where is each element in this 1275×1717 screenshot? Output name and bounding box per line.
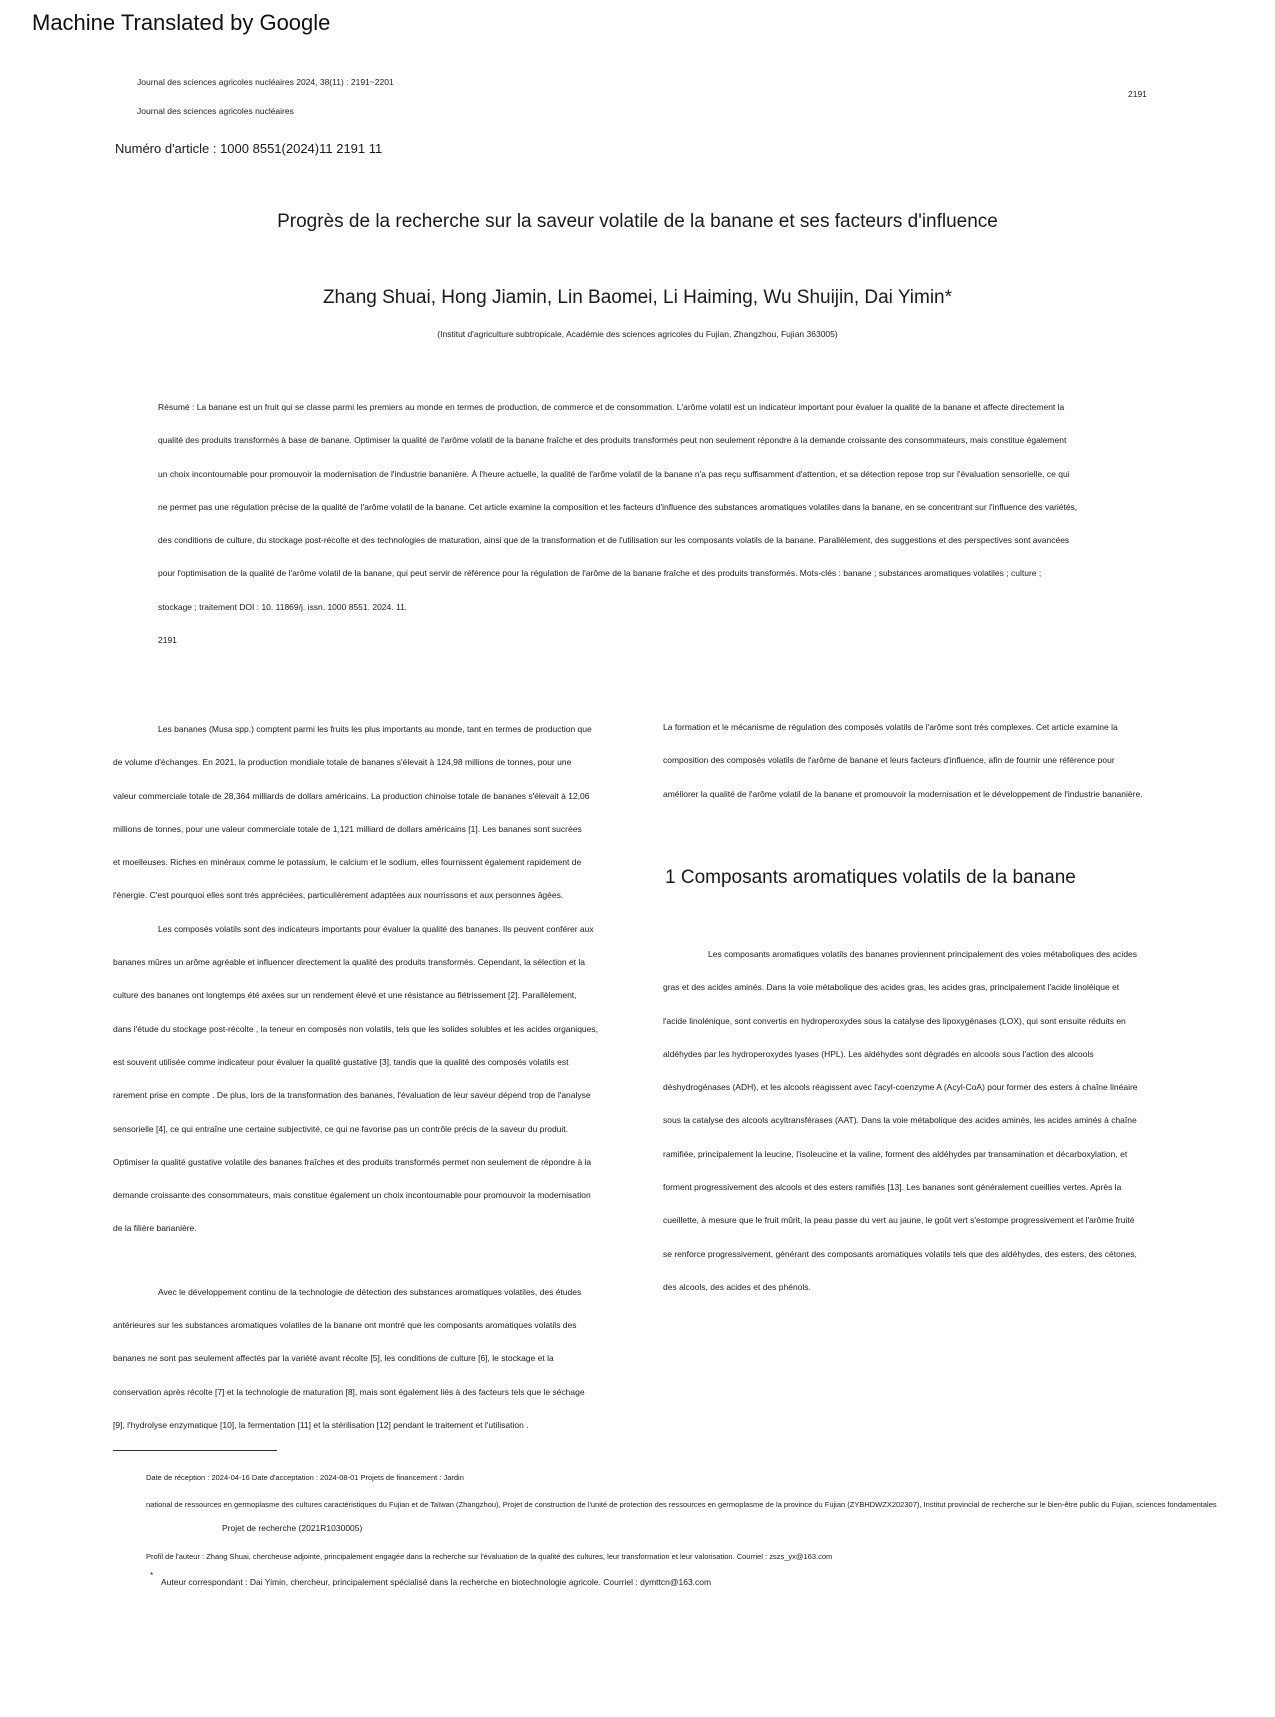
- article-number: Numéro d'article : 1000 8551(2024)11 2191 11: [115, 141, 383, 156]
- abstract-line: stockage ; traitement DOI : 10. 11869/j. issn. 1000 8551. 2024. 11.: [158, 601, 408, 612]
- body-line: ramifiée, principalement la leucine, l'isoleucine et la valine, forment des aldéhydes par transamination et décarboxylation, et: [663, 1148, 1128, 1159]
- body-line: valeur commerciale totale de 28,364 milliards de dollars américains. La production chinoise totale de bananes s'élevait à 12,06: [113, 790, 590, 801]
- body-line: sous la catalyse des alcools acyltransférases (AAT). Dans la voie métabolique des acides aminés, les acides aminés à chaîne: [663, 1115, 1137, 1126]
- body-line: La formation et le mécanisme de régulation des composés volatils de l'arôme sont très complexes. Cet article examine la: [663, 722, 1118, 732]
- abstract-line: Résumé : La banane est un fruit qui se classe parmi les premiers au monde en termes de production, de commerce et de consommation. L'arôme volatil est un indicateur important pour évaluer la qualité de la banane et affecte directement la: [158, 402, 1065, 412]
- paper-title: Progrès de la recherche sur la saveur volatile de la banane et ses facteurs d'influence: [277, 211, 998, 232]
- body-line: aldéhydes par les hydroperoxydes lyases (HPL). Les aldéhydes sont dégradés en alcools sous l'action des alcools: [663, 1048, 1094, 1059]
- body-line: gras et des acides aminés. Dans la voie métabolique des acides gras, les acides gras, principalement l'acide linoléique et: [663, 982, 1120, 993]
- body-line: antérieures sur les substances aromatiques volatiles de la banane ont montré que les composants aromatiques volatils des: [113, 1320, 577, 1331]
- body-line: l'acide linolénique, sont convertis en hydroperoxydes sous la catalyse des lipoxygénases (LOX), qui sont ensuite réduits en: [663, 1015, 1126, 1026]
- footnote-project: Projet de recherche (2021R1030005): [222, 1523, 363, 1533]
- machine-translation-banner: Machine Translated by Google: [32, 10, 331, 35]
- footnote-funding: national de ressources en germoplasme des cultures caractéristiques du Fujian et de Taïwan (Zhangzhou), Projet de construction de l'unité de protection des ressources en germoplasme de la province du Fujian (ZYBHDWZX202307), Institut provincial de recherche sur le bien-être public du Fujian, sciences fondamentales: [146, 1500, 1217, 1509]
- body-line: améliorer la qualité de l'arôme volatil de la banane et promouvoir la modernisation et le développement de l'industrie bananière.: [663, 788, 1143, 799]
- abstract-line: pour l'optimisation de la qualité de l'arôme volatil de la banane, qui peut servir de référence pour la régulation de l'arôme de la banane fraîche et des produits transformés. Mots-clés : banane ; substances aromatiques volatiles ; culture ;: [158, 568, 1042, 579]
- body-line: culture des bananes ont longtemps été axées sur un rendement élevé et une résistance au flétrissement [2]. Parallèlement,: [113, 990, 577, 1001]
- body-line: [9], l'hydrolyse enzymatique [10], la fermentation [11] et la stérilisation [12] pendant le traitement et l'utilisation .: [113, 1419, 529, 1430]
- body-line: est souvent utilisée comme indicateur pour évaluer la qualité gustative [3], tandis que la qualité des composés volatils est: [113, 1056, 569, 1067]
- body-line: Les composants aromatiques volatils des bananes proviennent principalement des voies métaboliques des acides: [708, 949, 1138, 959]
- footnote-divider: [113, 1450, 277, 1451]
- body-line: Les bananes (Musa spp.) comptent parmi les fruits les plus importants au monde, tant en termes de production que: [158, 724, 592, 734]
- right-column-section: [663, 938, 1183, 1304]
- body-line: Les composés volatils sont des indicateurs importants pour évaluer la qualité des bananes. Ils peuvent conférer aux: [158, 923, 594, 934]
- body-line: déshydrogénases (ADH), et les alcools réagissent avec l'acyl-coenzyme A (Acyl-CoA) pour former des esters à chaîne linéaire: [663, 1082, 1138, 1093]
- affiliation: (Institut d'agriculture subtropicale, Académie des sciences agricoles du Fujian, Zhangzhou, Fujian 363005): [437, 329, 838, 339]
- abstract-line: 2191: [158, 635, 177, 646]
- abstract-line: ne permet pas une régulation précise de la qualité de l'arôme volatil de la banane. Cet article examine la composition et les facteurs d'influence des substances aromatiques volatiles dans la banane, en se concentrant sur l'influence des variétés,: [158, 501, 1078, 512]
- body-line: se renforce progressivement, générant des composants aromatiques volatils tels que des aldéhydes, des esters, des cétones,: [663, 1248, 1137, 1259]
- footnote-author-profile: Profil de l'auteur : Zhang Shuai, chercheuse adjointe, principalement engagée dans la recherche sur l'évaluation de la qualité des cultures, leur transformation et leur valorisation. Courriel : zszs_yx@163.com: [146, 1552, 833, 1561]
- abstract-line: des conditions de culture, du stockage post-récolte et des technologies de maturation, ainsi que de la transformation et de l'utilisation sur les composants volatils de la banane. Parallèlement, des suggestions et des perspectives sont avancées: [158, 535, 1070, 546]
- body-line: sensorielle [4], ce qui entraîne une certaine subjectivité, ce qui ne favorise pas un contrôle précis de la saveur du produit.: [113, 1123, 569, 1134]
- body-line: conservation après récolte [7] et la technologie de maturation [8], mais sont également liés à des facteurs tels que le séchage: [113, 1386, 585, 1397]
- body-line: forment progressivement des alcools et des esters ramifiés [13]. Les bananes sont généralement cueillies vertes. Après la: [663, 1182, 1122, 1193]
- abstract: [158, 391, 1133, 657]
- left-column: [113, 713, 625, 1442]
- body-line: rarement prise en compte . De plus, lors de la transformation des bananes, l'évaluation de leur saveur dépend trop de l'analyse: [113, 1090, 591, 1101]
- body-line: Optimiser la qualité gustative volatile des bananes fraîches et des produits transformés permet non seulement de répondre à la: [113, 1156, 592, 1167]
- body-line: Avec le développement continu de la technologie de détection des substances aromatiques volatiles, des études: [158, 1286, 582, 1297]
- page-number: 2191: [1128, 89, 1147, 99]
- footnote-received: Date de réception : 2024-04-16 Date d'acceptation : 2024-08-01 Projets de financement : Jardin: [146, 1473, 464, 1482]
- body-line: l'énergie. C'est pourquoi elles sont très appréciées, particulièrement adaptées aux nourrissons et aux personnes âgées.: [113, 890, 564, 901]
- journal-name: Journal des sciences agricoles nucléaires: [137, 106, 294, 116]
- body-line: composition des composés volatils de l'arôme de banane et leurs facteurs d'influence, afin de fournir une référence pour: [663, 755, 1115, 766]
- footnote-asterisk: *: [150, 1571, 154, 1580]
- body-line: dans l'étude du stockage post-récolte , la teneur en composés non volatils, tels que les solides solubles et les acides organiques,: [113, 1023, 598, 1034]
- journal-citation: Journal des sciences agricoles nucléaires 2024, 38(11) : 2191~2201: [137, 77, 394, 87]
- body-line: de volume d'échanges. En 2021, la production mondiale totale de bananes s'élevait à 124,98 millions de tonnes, pour une: [113, 757, 572, 768]
- footnote-corresponding: Auteur correspondant : Dai Yimin, chercheur, principalement spécialisé dans la recherche en biotechnologie agricole. Courriel : dymttcn@163.com: [161, 1577, 712, 1587]
- body-line: de la filière bananière.: [113, 1223, 197, 1234]
- body-line: bananes mûres un arôme agréable et influencer directement la qualité des produits transformés. Cependant, la sélection et la: [113, 957, 586, 968]
- author-list: Zhang Shuai, Hong Jiamin, Lin Baomei, Li Haiming, Wu Shuijin, Dai Yimin*: [322, 287, 953, 308]
- body-line: des alcools, des acides et des phénols.: [663, 1281, 811, 1292]
- section-heading: 1 Composants aromatiques volatils de la banane: [665, 867, 1076, 888]
- right-column-intro: [663, 711, 1183, 811]
- body-line: cueillette, à mesure que le fruit mûrit, la peau passe du vert au jaune, le goût vert s'estompe progressivement et l'arôme fruité: [663, 1215, 1135, 1226]
- paragraph-gap: [113, 1246, 625, 1276]
- body-line: millions de tonnes, pour une valeur commerciale totale de 1,121 milliard de dollars américains [1]. Les bananes sont sucrées: [113, 823, 582, 834]
- abstract-line: un choix incontournable pour promouvoir la modernisation de l'industrie bananière. À l'heure actuelle, la qualité de l'arôme volatil de la banane n'a pas reçu suffisamment d'attention, et sa détection repose trop sur l'évaluation sensorielle, ce qui: [158, 468, 1070, 479]
- body-line: et moelleuses. Riches en minéraux comme le potassium, le calcium et le sodium, elles fournissent également rapidement de: [113, 857, 582, 868]
- body-line: bananes ne sont pas seulement affectés par la variété avant récolte [5], les conditions de culture [6], le stockage et la: [113, 1353, 554, 1364]
- abstract-line: qualité des produits transformés à base de banane. Optimiser la qualité de l'arôme volatil de la banane fraîche et des produits transformés peut non seulement répondre à la demande croissante des consommateurs, mais constitue également: [158, 435, 1067, 446]
- body-line: demande croissante des consommateurs, mais constitue également un choix incontournable pour promouvoir la modernisation: [113, 1190, 591, 1201]
